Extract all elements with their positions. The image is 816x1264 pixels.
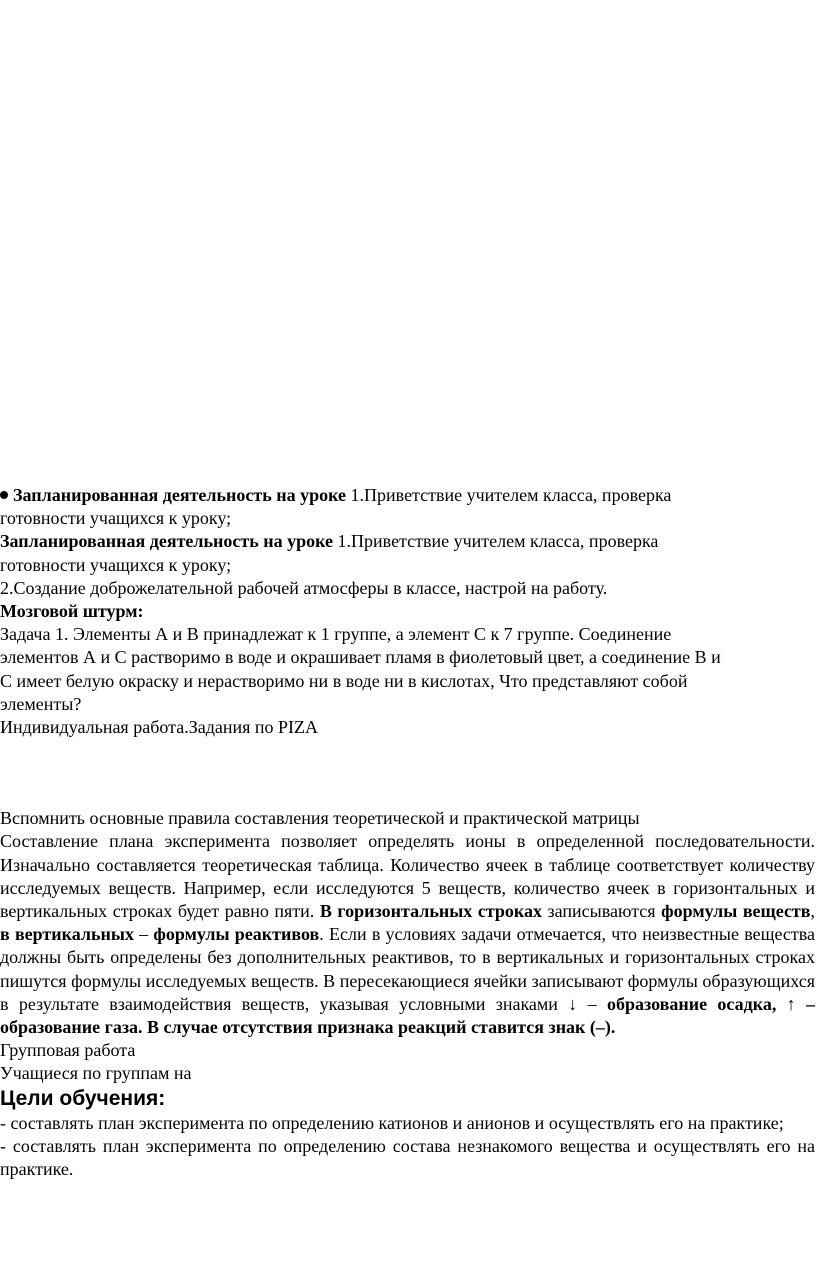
bullet-icon — [0, 491, 8, 499]
task-1-line-3: С имеет белую окраску и нерастворимо ни в воде ни в кислотах, Что представляют собой — [0, 670, 688, 691]
planned-activity-text: 1.Приветствие учителем класса, проверка — [346, 485, 672, 505]
planned-activity-repeat — [0, 530, 816, 553]
brainstorm-heading: Мозговой штурм: — [0, 601, 144, 622]
matrix-bold-5: образование осадка, ↑ – образование газа. В случае отсутствия признака реакций ставится знак (–). — [0, 993, 815, 1038]
planned-activity-repeat-text: 1.Приветствие учителем класса, проверка — [333, 531, 659, 552]
learning-goal-2: - составлять план эксперимента по определению состава незнакомого вещества и осуществлять его на практике. — [0, 1135, 815, 1180]
matrix-paragraph — [0, 830, 815, 1039]
planned-activity-label: Запланированная деятельность на уроке — [13, 485, 347, 505]
step-2-text: 2.Создание доброжелательной рабочей атмосферы в классе, настрой на работу. — [0, 577, 608, 598]
document-page — [0, 484, 816, 1181]
group-work-title: Групповая работа — [0, 1040, 136, 1061]
group-work-line: Учащиеся по группам на — [0, 1063, 192, 1084]
matrix-bold-1: В горизонтальных строках — [319, 901, 542, 922]
individual-work: Индивидуальная работа.Задания по PIZA — [0, 717, 319, 738]
matrix-bold-3: в вертикальных — [0, 924, 134, 945]
spacer — [0, 739, 816, 807]
matrix-bold-2: формулы веществ — [661, 901, 811, 922]
planned-activity-bullet — [0, 484, 816, 507]
learning-goals-heading: Цели обучения: — [0, 1086, 166, 1110]
matrix-recall: Вспомнить основные правила составления теоретической и практической матрицы — [0, 808, 640, 829]
matrix-text-1: Составление плана эксперимента позволяет определять ионы в определенной последовательности. Изначально составляется теоретическая таблица. Количество ячеек в таблице соответствует количеству исследуемых веществ. Например, если исследуются 5 веществ, количество ячеек в горизонтальных и вертикальных строках будет равно пяти. — [0, 831, 815, 922]
matrix-text-5: . Если в условиях задачи отмечается, что неизвестные вещества должны быть определены без дополнительных реактивов, то в вертикальных и горизонтальных строках пишутся формулы исследуемых веществ. В пересекающиеся ячейки записывают формулы образующихся в результате взаимодействия веществ, указывая условными знаками ↓ – — [0, 924, 815, 1014]
matrix-bold-4: формулы реактивов — [153, 924, 320, 945]
planned-activity-line2: готовности учащихся к уроку; — [0, 508, 232, 529]
learning-goal-1: - составлять план эксперимента по определению катионов и анионов и осуществлять его на практике; — [0, 1112, 784, 1133]
matrix-text-4: – — [133, 924, 154, 945]
planned-activity-repeat-label: Запланированная деятельность на уроке — [0, 531, 334, 552]
planned-activity-repeat-line2: готовности учащихся к уроку; — [0, 554, 232, 575]
matrix-text-2: записываются — [542, 901, 662, 922]
task-1-line-4: элементы? — [0, 693, 82, 714]
task-1-line-1: Задача 1. Элементы А и В принадлежат к 1 группе, а элемент С к 7 группе. Соединение — [0, 624, 672, 645]
matrix-text-3: , — [810, 901, 815, 922]
task-1-line-2: элементов А и С растворимо в воде и окрашивает пламя в фиолетовый цвет, а соединение В и — [0, 647, 721, 668]
